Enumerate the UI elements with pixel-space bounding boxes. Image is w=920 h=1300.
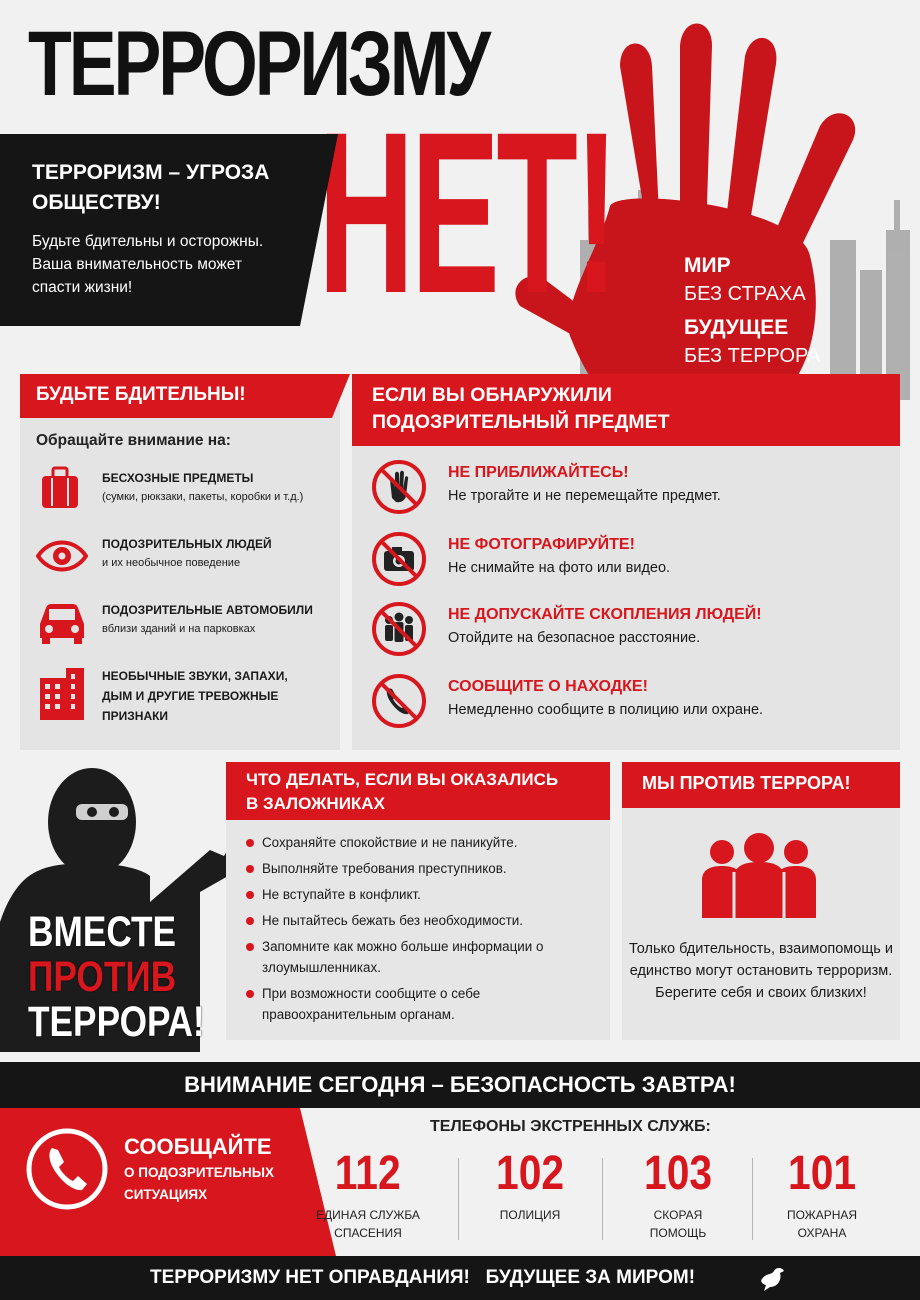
together-line2: ПРОТИВ [28, 953, 177, 1001]
rule-item [370, 672, 890, 742]
poster-title-top: ТЕРРОРИЗМУ [28, 13, 488, 115]
no-touch-icon [370, 458, 428, 516]
phone-number: 103 [643, 1147, 713, 1200]
phone-label: СКОРАЯ ПОМОЩЬ [649, 1208, 707, 1240]
phone-label: ПОЛИЦИЯ [499, 1208, 561, 1222]
rule-desc: Отойдите на безопасное расстояние. [448, 630, 701, 646]
report-title: СООБЩАЙТЕ [124, 1134, 272, 1159]
footer-banner: ТЕРРОРИЗМУ НЕТ ОПРАВДАНИЯ! БУДУЩЕЕ ЗА МИРОМ! [0, 1256, 920, 1300]
threat-text: Будьте бдительны и осторожны. Ваша внимательность может спасти жизни! [32, 233, 264, 296]
threat-box [0, 134, 300, 326]
phone-number: 112 [335, 1147, 401, 1200]
no-camera-icon [370, 530, 428, 588]
divider [458, 1158, 459, 1240]
phone-number: 102 [495, 1147, 565, 1200]
watch-desc: вблизи зданий и на парковках [102, 623, 256, 635]
watch-title: НЕОБЫЧНЫЕ ЗВУКИ, ЗАПАХИ, [102, 669, 288, 683]
eye-icon [36, 530, 88, 580]
hostage-list [246, 832, 606, 1030]
together-line1: ВМЕСТЕ [28, 908, 176, 956]
rule-title: НЕ ДОПУСКАЙТЕ СКОПЛЕНИЯ ЛЮДЕЙ! [448, 606, 762, 623]
watch-title-line2: ДЫМ И ДРУГИЕ ТРЕВОЖНЫЕ [102, 689, 279, 703]
rule-title: НЕ ФОТОГРАФИРУЙТЕ! [448, 536, 635, 553]
watch-item [36, 664, 336, 730]
hostage-heading [226, 762, 610, 820]
rule-desc: Немедленно сообщите в полицию или охране. [448, 702, 764, 718]
list-item: Не пытайтесь бежать без необходимости. [246, 910, 606, 931]
list-item: Выполняйте требования преступников. [246, 858, 606, 879]
rule-item [370, 530, 890, 596]
list-item: Сохраняйте спокойствие и не паникуйте. [246, 832, 606, 853]
report-subtitle: О ПОДОЗРИТЕЛЬНЫХ СИТУАЦИЯХ [124, 1165, 274, 1202]
suspicious-heading [352, 374, 900, 446]
phone-label: ЕДИНАЯ СЛУЖБА СПАСЕНИЯ [316, 1208, 420, 1240]
phone-entry [756, 1146, 888, 1242]
rule-item [370, 458, 890, 524]
rule-item [370, 600, 890, 666]
attention-label: Обращайте внимание на: [36, 432, 231, 449]
rule-desc: Не снимайте на фото или видео. [448, 560, 671, 576]
against-text: Только бдительность, взаимопомощь и единство могут остановить терроризм. Берегите себя и своих близких! [629, 941, 893, 1001]
watch-title-line3: ПРИЗНАКИ [102, 709, 169, 723]
divider [602, 1158, 603, 1240]
hostage-heading-text: ЧТО ДЕЛАТЬ, ЕСЛИ ВЫ ОКАЗАЛИСЬ В ЗАЛОЖНИКАХ [246, 770, 559, 813]
hand-slogan [684, 252, 820, 376]
slogan-without-fear: БЕЗ СТРАХА [684, 283, 806, 305]
car-icon [36, 596, 88, 646]
watch-desc: (сумки, рюкзаки, пакеты, коробки и т.д.) [102, 491, 304, 503]
phone-number: 101 [787, 1147, 857, 1200]
phone-label: ПОЖАРНАЯ ОХРАНА [786, 1208, 858, 1240]
phone-call-icon [370, 672, 428, 730]
suitcase-icon [36, 464, 86, 514]
slogan-future: БУДУЩЕЕ [684, 316, 789, 339]
attention-banner: ВНИМАНИЕ СЕГОДНЯ – БЕЗОПАСНОСТЬ ЗАВТРА! [0, 1062, 920, 1108]
rule-title: НЕ ПРИБЛИЖАЙТЕСЬ! [448, 464, 629, 481]
divider [752, 1158, 753, 1240]
watch-title: ПОДОЗРИТЕЛЬНЫХ ЛЮДЕЙ [102, 537, 272, 551]
rule-title: СООБЩИТЕ О НАХОДКЕ! [448, 678, 648, 695]
list-item: Запомните как можно больше информации о злоумышленниках. [246, 936, 546, 978]
phone-entry [302, 1146, 434, 1242]
list-item: Не вступайте в конфликт. [246, 884, 606, 905]
phone-entry [464, 1146, 596, 1224]
watch-desc: и их необычное поведение [102, 557, 241, 569]
against-heading: МЫ ПРОТИВ ТЕРРОРА! [622, 762, 900, 808]
watch-item [36, 530, 336, 586]
watch-title: ПОДОЗРИТЕЛЬНЫЕ АВТОМОБИЛИ [102, 603, 313, 617]
watch-title: БЕСХОЗНЫЕ ПРЕДМЕТЫ [102, 471, 254, 485]
building-icon [36, 664, 88, 722]
watch-item [36, 464, 336, 520]
phone-entry [612, 1146, 744, 1242]
slogan-world: МИР [684, 254, 731, 277]
poster-title-net: НЕТ! [318, 84, 616, 341]
suspicious-heading-text: ЕСЛИ ВЫ ОБНАРУЖИЛИ ПОДОЗРИТЕЛЬНЫЙ ПРЕДМЕТ [372, 384, 670, 433]
no-crowd-icon [370, 600, 428, 658]
rule-desc: Не трогайте и не перемещайте предмет. [448, 488, 721, 504]
together-line3: ТЕРРОРА! [28, 998, 205, 1046]
vigilant-heading: БУДЬТЕ БДИТЕЛЬНЫ! [20, 374, 332, 418]
phones-title: ТЕЛЕФОНЫ ЭКСТРЕННЫХ СЛУЖБ: [430, 1118, 711, 1135]
together-slogan [28, 910, 205, 1045]
threat-title: ТЕРРОРИЗМ – УГРОЗА ОБЩЕСТВУ! [32, 161, 270, 214]
list-item: При возможности сообщите о себе правоохранительным органам. [246, 983, 506, 1025]
dove-icon [758, 1263, 788, 1293]
watch-item [36, 596, 336, 652]
slogan-without-terror: БЕЗ ТЕРРОРА [684, 345, 821, 367]
people-group-icon [694, 832, 824, 918]
phone-icon [24, 1126, 110, 1212]
